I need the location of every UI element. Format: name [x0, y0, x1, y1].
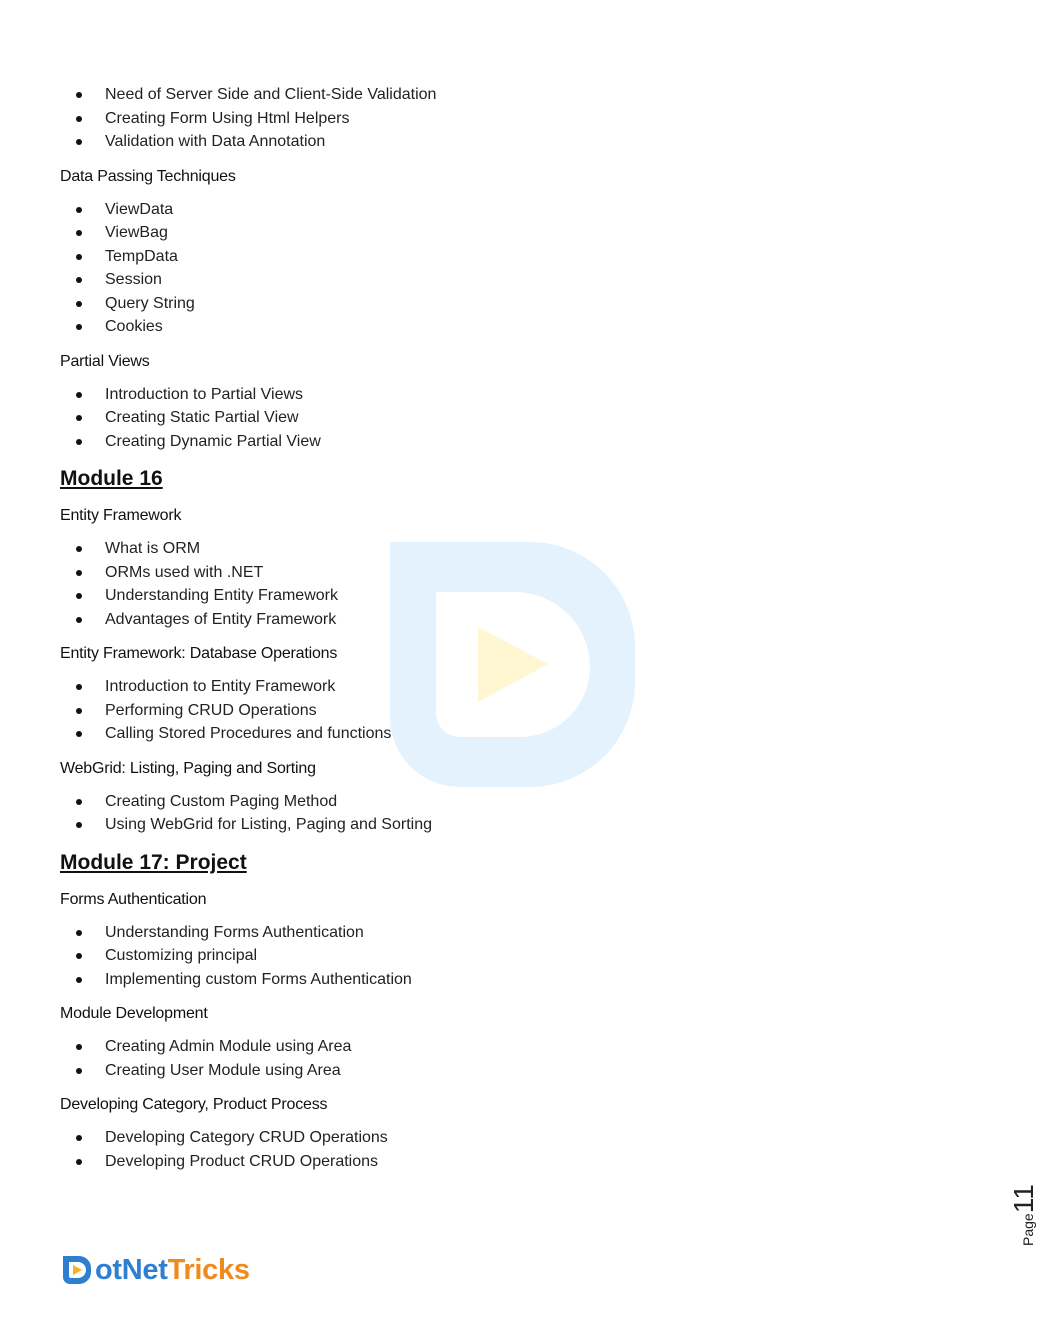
bullet-icon	[76, 230, 82, 236]
bullet-icon	[76, 546, 82, 552]
list-item	[60, 699, 960, 723]
list-item	[60, 537, 960, 561]
bullet-icon	[76, 1068, 82, 1074]
list-item	[60, 790, 960, 814]
list-item	[60, 944, 960, 968]
section-heading: WebGrid: Listing, Paging and Sorting	[60, 759, 316, 777]
list-item	[60, 675, 960, 699]
bullet-icon	[76, 731, 82, 737]
list-item	[60, 315, 960, 339]
list-item	[60, 107, 960, 131]
list-item-text: What is ORM	[105, 540, 201, 557]
module-title: Module 17: Project	[60, 850, 247, 874]
list-item	[60, 813, 960, 837]
logo-text-tricks: Tricks	[167, 1254, 250, 1286]
list-item-text: Understanding Forms Authentication	[105, 923, 364, 941]
bullet-icon	[76, 324, 82, 330]
bullet-icon	[76, 207, 82, 213]
list-item-text: Need of Server Side and Client-Side Validation	[105, 86, 437, 103]
bullet-icon	[76, 139, 82, 145]
list-item	[60, 198, 960, 222]
bullet-icon	[76, 593, 82, 599]
play-d-logo-icon	[61, 1254, 93, 1286]
list-item	[60, 221, 960, 245]
list-item	[60, 921, 960, 945]
bullet-icon	[76, 708, 82, 714]
list-item	[60, 608, 960, 632]
page-label: Page	[1020, 1213, 1036, 1246]
bullet-list	[60, 790, 960, 837]
bullet-list	[60, 675, 960, 746]
bullet-icon	[76, 799, 82, 805]
list-item-text: Creating Admin Module using Area	[105, 1038, 352, 1055]
logo-wordmark	[95, 1252, 250, 1288]
list-item	[60, 292, 960, 316]
section-heading: Partial Views	[60, 352, 150, 370]
list-item-text: Using WebGrid for Listing, Paging and Sorting	[105, 816, 432, 833]
bullet-list	[60, 921, 960, 992]
course-outline	[60, 83, 960, 1185]
bullet-list	[60, 383, 960, 454]
list-item-text: Developing Product CRUD Operations	[105, 1152, 379, 1170]
list-item	[60, 245, 960, 269]
list-item	[60, 430, 960, 454]
bullet-icon	[76, 301, 82, 307]
list-item	[60, 1059, 960, 1083]
list-item	[60, 130, 960, 154]
list-item	[60, 268, 960, 292]
bullet-icon	[76, 1135, 82, 1141]
module-title: Module 16	[60, 467, 163, 490]
bullet-icon	[76, 1159, 82, 1165]
bullet-icon	[76, 570, 82, 576]
bullet-icon	[76, 930, 82, 936]
list-item-text: Introduction to Entity Framework	[105, 678, 336, 695]
bullet-icon	[76, 1044, 82, 1050]
list-item	[60, 1035, 960, 1059]
bullet-icon	[76, 277, 82, 283]
list-item	[60, 1126, 960, 1150]
list-item-text: Creating User Module using Area	[105, 1061, 341, 1079]
list-item-text: ViewBag	[105, 224, 168, 241]
section-heading: Module Development	[60, 1005, 208, 1022]
page-number-value: 11	[1008, 1184, 1039, 1214]
bullet-icon	[76, 977, 82, 983]
bullet-list	[60, 1126, 960, 1173]
list-item-text: Creating Static Partial View	[105, 409, 299, 426]
list-item-text: Performing CRUD Operations	[105, 701, 317, 719]
list-item-text: Developing Category CRUD Operations	[105, 1129, 388, 1146]
list-item-text: Creating Form Using Html Helpers	[105, 109, 350, 127]
bullet-icon	[76, 116, 82, 122]
list-item	[60, 968, 960, 992]
list-item	[60, 83, 960, 107]
list-item-text: Session	[105, 271, 162, 288]
bullet-icon	[76, 415, 82, 421]
list-item	[60, 406, 960, 430]
bullet-icon	[76, 822, 82, 828]
list-item-text: Validation with Data Annotation	[105, 133, 326, 150]
list-item-text: Cookies	[105, 318, 163, 335]
bullet-icon	[76, 254, 82, 260]
list-item-text: Understanding Entity Framework	[105, 587, 338, 604]
bullet-icon	[76, 953, 82, 959]
list-item-text: Implementing custom Forms Authentication	[105, 970, 412, 988]
list-item-text: Query String	[105, 294, 195, 312]
section-heading: Forms Authentication	[60, 890, 207, 908]
list-item-text: Advantages of Entity Framework	[105, 610, 337, 628]
list-item	[60, 722, 960, 746]
list-item-text: Introduction to Partial Views	[105, 385, 304, 403]
list-item-text: ViewData	[105, 200, 174, 218]
bullet-list	[60, 83, 960, 154]
list-item-text: TempData	[105, 247, 178, 265]
list-item-text: Customizing principal	[105, 947, 258, 964]
list-item-text: ORMs used with .NET	[105, 563, 264, 581]
list-item	[60, 561, 960, 585]
list-item	[60, 383, 960, 407]
section-heading: Entity Framework: Database Operations	[60, 645, 338, 662]
list-item-text: Calling Stored Procedures and functions	[105, 725, 392, 742]
logo-text-dotnet: otNet	[95, 1254, 168, 1286]
bullet-icon	[76, 92, 82, 98]
bullet-icon	[76, 392, 82, 398]
list-item-text: Creating Custom Paging Method	[105, 792, 338, 810]
dotnettricks-logo	[61, 1252, 250, 1288]
bullet-list	[60, 537, 960, 631]
bullet-icon	[76, 684, 82, 690]
list-item	[60, 1150, 960, 1174]
page-number	[970, 1170, 1039, 1250]
section-heading: Developing Category, Product Process	[60, 1096, 328, 1113]
list-item-text: Creating Dynamic Partial View	[105, 432, 321, 450]
section-heading: Entity Framework	[60, 507, 182, 524]
list-item	[60, 584, 960, 608]
bullet-icon	[76, 439, 82, 445]
bullet-list	[60, 1035, 960, 1082]
bullet-list	[60, 198, 960, 339]
bullet-icon	[76, 617, 82, 623]
section-heading: Data Passing Techniques	[60, 167, 236, 185]
